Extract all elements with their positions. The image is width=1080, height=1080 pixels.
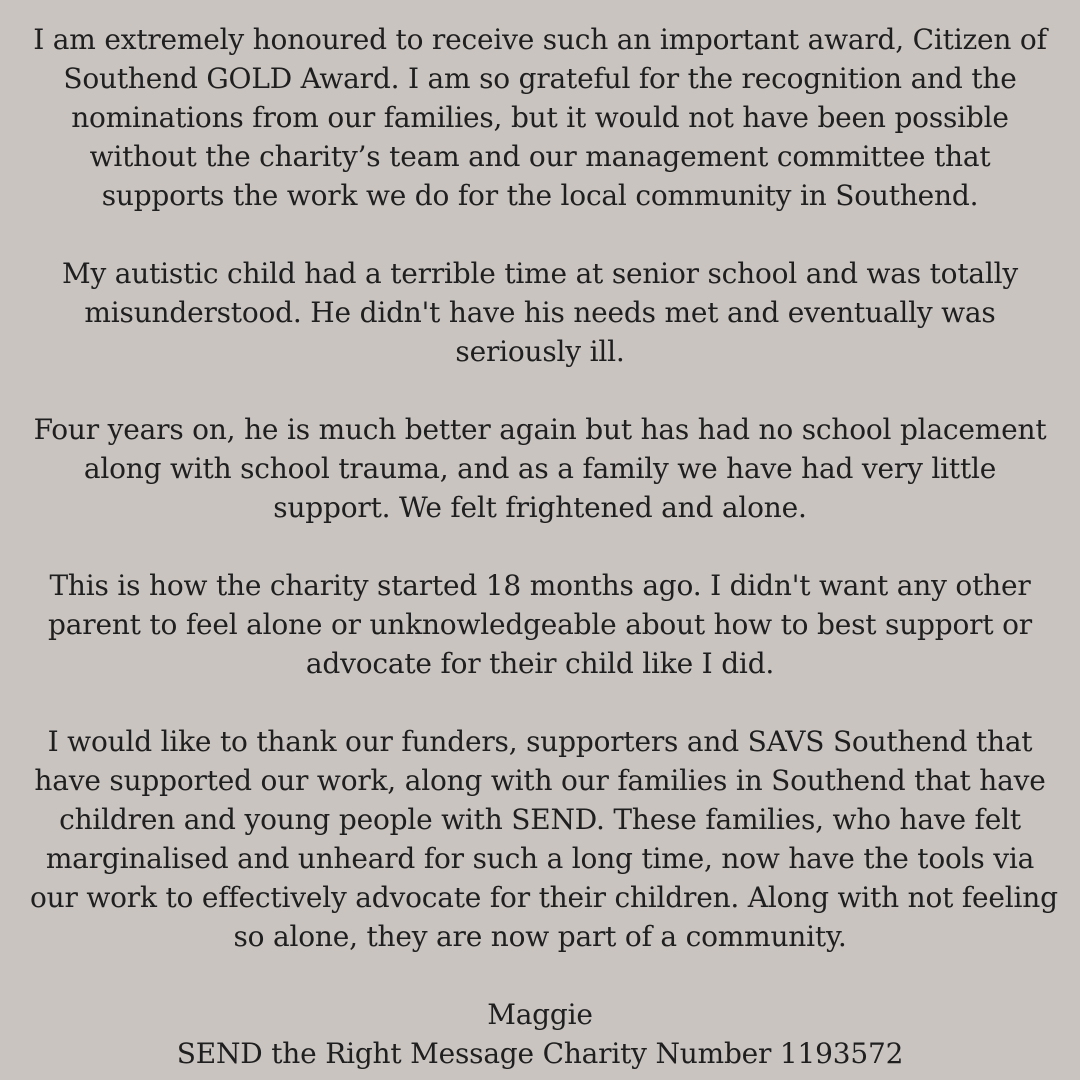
text-line: support. We felt frightened and alone. [273,491,807,524]
text-line: This is how the charity started 18 months ago. I didn't want any other [49,569,1031,602]
signoff [30,995,1050,1073]
text-line: along with school trauma, and as a family we have had very little [83,452,997,485]
text-line: marginalised and unheard for such a long time, now have the tools via [45,842,1035,875]
paragraph-thanks [30,722,1058,956]
text-line: I would like to thank our funders, supporters and SAVS Southend that [47,725,1033,758]
text-line: nominations from our families, but it would not have been possible [71,101,1009,134]
signoff-name: Maggie [487,998,593,1031]
paragraph-child [30,254,1050,371]
text-line: I am extremely honoured to receive such an important award, Citizen of [33,23,1047,56]
text-line: seriously ill. [455,335,625,368]
text-line: misunderstood. He didn't have his needs met and eventually was [84,296,996,329]
text-line: without the charity’s team and our management committee that [89,140,991,173]
text-line: parent to feel alone or unknowledgeable about how to best support or [48,608,1032,641]
text-line: My autistic child had a terrible time at senior school and was totally [61,257,1019,290]
paragraph-award [30,20,1050,215]
text-line: our work to effectively advocate for their children. Along with not feeling [30,881,1058,914]
paragraph-four-years [30,410,1050,527]
text-line: children and young people with SEND. These families, who have felt [59,803,1021,836]
text-line: advocate for their child like I did. [305,647,775,680]
paragraph-charity-start [30,566,1050,683]
text-line: Southend GOLD Award. I am so grateful for the recognition and the [63,62,1017,95]
text-line: have supported our work, along with our families in Southend that have [34,764,1046,797]
text-line: so alone, they are now part of a community. [233,920,847,953]
text-line: supports the work we do for the local community in Southend. [101,179,979,212]
text-line: Four years on, he is much better again but has had no school placement [33,413,1047,446]
charity-number: SEND the Right Message Charity Number 1193572 [176,1037,904,1070]
